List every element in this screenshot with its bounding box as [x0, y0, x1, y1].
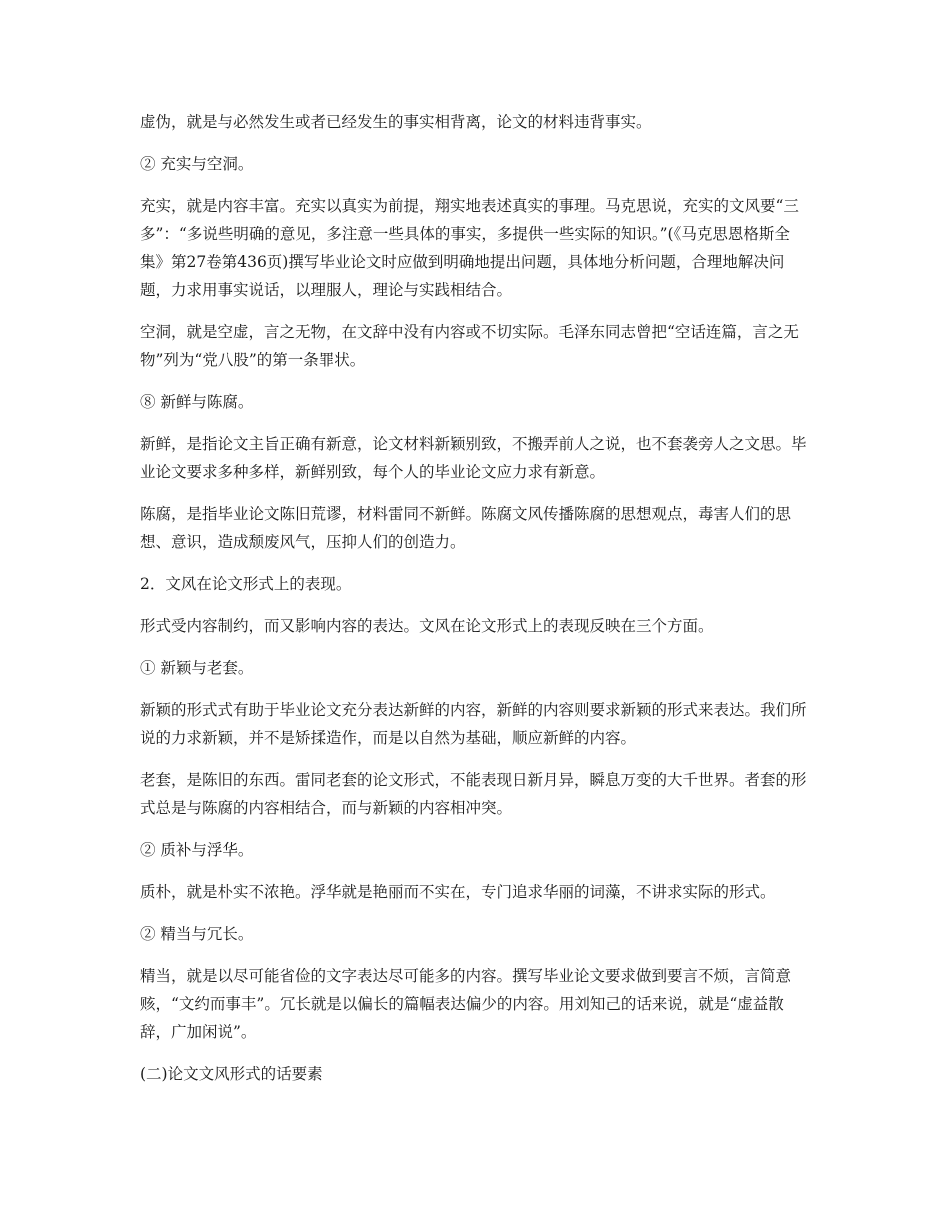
paragraph-novel: 新颖的形式式有助于毕业论文充分表达新鲜的内容，新鲜的内容则要求新颖的形式来表达。我们所说的力求新颖，并不是矫揉造作，而是以自然为基础，顺应新鲜的内容。: [140, 701, 807, 747]
document-page: [140, 108, 812, 1102]
heading-plain-vs-flashy: ② 质补与浮华。: [140, 841, 254, 859]
section-heading-elements: (二)论文文风形式的话要素: [140, 1065, 323, 1083]
heading-novel-vs-cliche: ① 新颖与老套。: [140, 659, 254, 677]
paragraph-plain: 质朴，就是朴实不浓艳。浮华就是艳丽而不实在，专门追求华丽的词藻，不讲求实际的形式。: [140, 883, 776, 901]
paragraph-substance: 充实，就是内容丰富。充实以真实为前提，翔实地表述真实的事理。马克思说，充实的文风要“三多”：“多说些明确的意见，多注意一些具体的事实，多提供一些实际的知识。”(《马克思恩格斯全集》第27卷第436页)撰写毕业论文时应做到明确地提出问题，具体地分析问题，合理地解决问题，力求用事实说话，以理服人，理论与实践相结合。: [140, 197, 799, 299]
heading-concise-vs-verbose: ② 精当与冗长。: [140, 925, 254, 943]
heading-fresh-vs-stale: ⑧ 新鲜与陈腐。: [140, 393, 254, 411]
paragraph-form-intro: 形式受内容制约，而又影响内容的表达。文风在论文形式上的表现反映在三个方面。: [140, 617, 714, 635]
section-heading-form: 2．文风在论文形式上的表现。: [140, 575, 352, 593]
paragraph-falsehood: 虚伪，就是与必然发生或者已经发生的事实相背离，论文的材料违背事实。: [140, 113, 652, 131]
heading-substance-vs-emptiness: ② 充实与空洞。: [140, 155, 254, 173]
paragraph-emptiness: 空洞，就是空虚，言之无物，在文辞中没有内容或不切实际。毛泽东同志曾把“空话连篇，言之无物”列为“党八股”的第一条罪状。: [140, 323, 799, 369]
paragraph-cliche: 老套，是陈旧的东西。雷同老套的论文形式，不能表现日新月异，瞬息万变的大千世界。者套的形式总是与陈腐的内容相结合，而与新颖的内容相冲突。: [140, 771, 807, 817]
paragraph-concise: 精当，就是以尽可能省俭的文字表达尽可能多的内容。撰写毕业论文要求做到要言不烦，言简意赅，“文约而事丰”。冗长就是以偏长的篇幅表达偏少的内容。用刘知己的话来说，就是“虚益散辞，广加闲说”。: [140, 967, 792, 1041]
paragraph-fresh: 新鲜，是指论文主旨正确有新意，论文材料新颖别致，不搬弄前人之说，也不套袭旁人之文思。毕业论文要求多种多样，新鲜别致，每个人的毕业论文应力求有新意。: [140, 435, 807, 481]
paragraph-stale: 陈腐，是指毕业论文陈旧荒谬，材料雷同不新鲜。陈腐文风传播陈腐的思想观点，毒害人们的思想、意识，造成颓废风气，压抑人们的创造力。: [140, 505, 792, 551]
